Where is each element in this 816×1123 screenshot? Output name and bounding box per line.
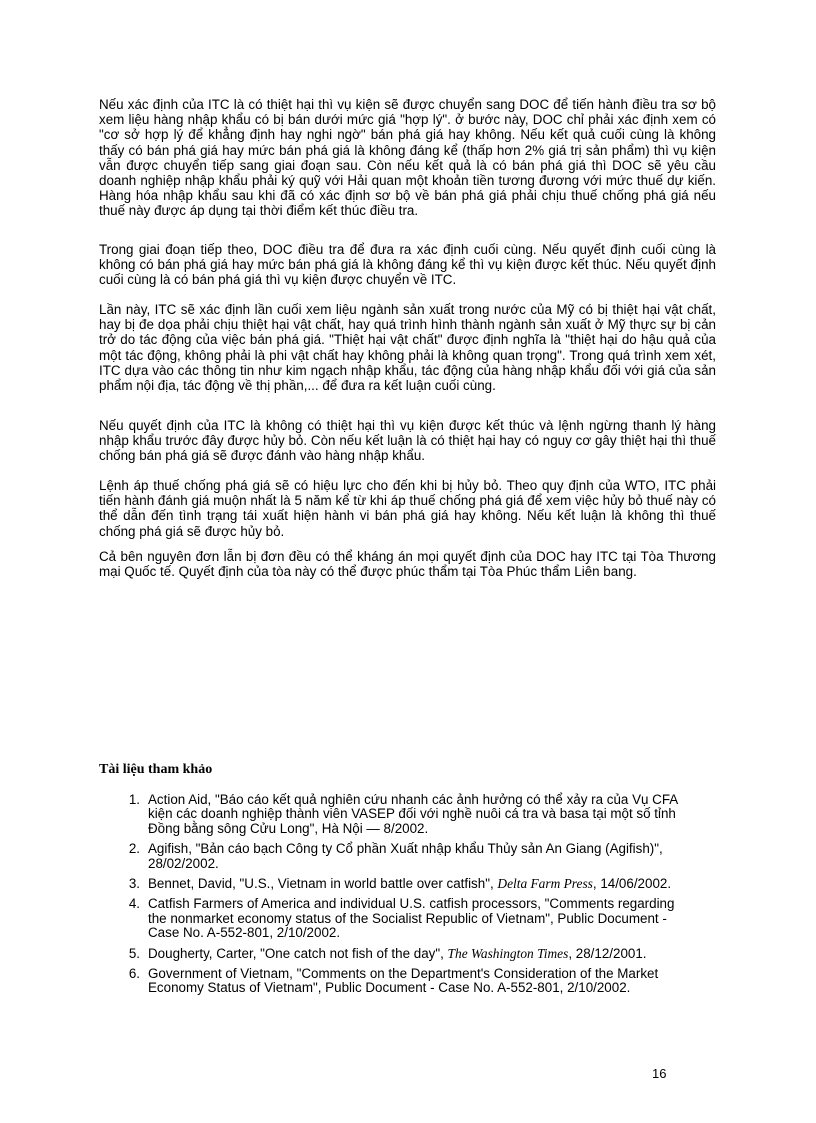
reference-item — [124, 967, 684, 996]
reference-item — [124, 897, 684, 940]
reference-number: 1. — [128, 792, 140, 807]
references-list — [124, 793, 684, 1002]
body-paragraph-2: Trong giai đoạn tiếp theo, DOC điều tra để đưa ra xác định cuối cùng. Nếu quyết định cuối cùng là không có bán phá giá hay mức bán phá giá là không đáng kể thì vụ kiện được kết thúc. Nếu quyết định cuối cùng là có bán phá giá thì vụ kiện được chuyển về ITC. — [99, 242, 716, 288]
reference-text: Action Aid, "Báo cáo kết quả nghiên cứu nhanh các ảnh hưởng có thể xảy ra của Vụ CFA kiện các doanh nghiệp thành viên VASEP đối với nghề nuôi cá tra và basa tại một số tỉnh Đồng bằng sông Cửu Long", Hà Nội — 8/2002. — [148, 792, 678, 836]
reference-number: 6. — [128, 966, 140, 982]
reference-text: Government of Vietnam, "Comments on the Department's Consideration of the Market Economy Status of Vietnam", Public Document - Case No. A-552-801, 2/10/2002. — [148, 966, 659, 996]
body-paragraph-4: Nếu quyết định của ITC là không có thiệt hại thì vụ kiện được kết thúc và lệnh ngừng thanh lý hàng nhập khẩu trước đây được hủy bỏ. Còn nếu kết luận là có thiệt hại hay có nguy cơ gây thiệt hại thì thuế chống bán phá giá sẽ được đánh vào hàng nhập khẩu. — [99, 418, 716, 464]
reference-item — [124, 947, 684, 961]
body-paragraph-3: Lần này, ITC sẽ xác định lần cuối xem liệu ngành sản xuất trong nước của Mỹ có bị thiệt hại vật chất, hay bị đe dọa phải chịu thiệt hại vật chất, hay quá trình hình thành ngành sản xuất ở Mỹ thực sự bị cản trở do tác động của việc bán phá giá. "Thiệt hại vật chất" được định nghĩa là "thiệt hại do hậu quả của một tác động, không phải là phi vật chất hay không phải là không quan trọng". Trong quá trình xem xét, ITC dựa vào các thông tin như kim ngạch nhập khẩu, tác động của hàng nhập khẩu đối với giá của sản phẩm nội địa, tác động về thị phần,... để đưa ra kết luận cuối cùng. — [99, 302, 716, 394]
page-number: 16 — [652, 1066, 667, 1081]
reference-date: , 28/12/2001. — [568, 945, 647, 961]
reference-text: Agifish, "Bản cáo bạch Công ty Cổ phần Xuất nhập khẩu Thủy sản An Giang (Agifish)", 28/02/2002. — [148, 841, 663, 871]
body-paragraph-6: Cả bên nguyên đơn lẫn bị đơn đều có thể kháng án mọi quyết định của DOC hay ITC tại Tòa Thương mại Quốc tế. Quyết định của tòa này có thể được phúc thẩm tại Tòa Phúc thẩm Liên bang. — [99, 549, 716, 580]
reference-item — [124, 877, 684, 891]
reference-item — [124, 793, 684, 836]
body-paragraph-1: Nếu xác định của ITC là có thiệt hại thì vụ kiện sẽ được chuyển sang DOC để tiến hành điều tra sơ bộ xem liệu hàng nhập khẩu có bị bán dưới mức giá "hợp lý". ở bước này, DOC chỉ phải xác định xem có "cơ sở hợp lý để khẳng định hay nghi ngờ" bán phá giá hay không. Nếu kết quả cuối cùng là không thấy có bán phá giá hay mức bán phá giá là không đáng kể (thấp hơn 2% giá trị sản phẩm) thì vụ kiện vẫn được chuyển tiếp sang giai đoạn sau. Còn nếu kết quả là có bán phá giá thì DOC sẽ yêu cầu doanh nghiệp nhập khẩu phải ký quỹ với Hải quan một khoản tiền tương đương với mức thuế dự kiến. Hàng hóa nhập khẩu sau khi đã có xác định sơ bộ về bán phá giá phải chịu thuế chống phá giá nếu thuế này được áp dụng tại thời điểm kết thúc điều tra. — [99, 97, 716, 219]
reference-text: Catfish Farmers of America and individual U.S. catfish processors, "Comments regarding the nonmarket economy status of the Socialist Republic of Vietnam", Public Document - Case No. A-552-801, 2/10/2002. — [148, 896, 675, 941]
reference-date: , 14/06/2002. — [592, 876, 672, 892]
reference-number: 4. — [128, 896, 140, 912]
reference-number: 5. — [128, 945, 140, 961]
reference-number: 2. — [128, 841, 140, 857]
body-paragraph-5: Lệnh áp thuế chống phá giá sẽ có hiệu lực cho đến khi bị hủy bỏ. Theo quy định của WTO, ITC phải tiến hành đánh giá muộn nhất là 5 năm kể từ khi áp thuế chống phá giá để xem việc hủy bỏ thuế này có thể dẫn đến tình trạng tái xuất hiện hành vi bán phá giá hay không. Nếu kết luận là không thì thuế chống phá giá sẽ được hủy bỏ. — [99, 478, 716, 539]
reference-source-title: The Washington Times — [447, 945, 569, 961]
reference-item — [124, 842, 684, 871]
reference-text: Bennet, David, "U.S., Vietnam in world battle over catfish", — [148, 876, 498, 892]
reference-source-title: Delta Farm Press — [497, 876, 593, 892]
references-heading: Tài liệu tham khảo — [99, 762, 213, 777]
reference-number: 3. — [128, 876, 140, 892]
reference-text: Dougherty, Carter, "One catch not fish of the day", — [148, 945, 448, 961]
